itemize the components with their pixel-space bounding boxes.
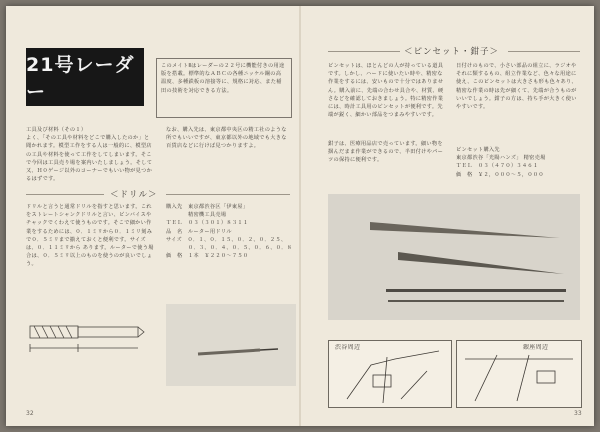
tweezers-image [328,194,580,320]
drill-purchase-info: 購入先 東京都渋谷区「伊東屋」 精密機工具売場 ＴＥＬ ０３（３０１）８３１１ 品 名 ルーター用ドリル サイズ ０．１、０．１５、０．２、０．２５、 ０．３、０．４、０．５、０．６、０．８ 価 格 １本 ￥２２０〜７５０ [166,204,293,260]
shibuya-map [328,340,452,408]
tweezers-text-3: 日付けのもので、小さい部品の組立に、ラジオやそれに類するもの、組立作業など、色々な用途に使え、このピンセットは大きさも形も色々あり、精密な作業の時は先が細くて、先端が合うものがいいでしょう。鉗子の方は、持ち手が大きく使いやすいです。 [456,63,578,111]
drill-rule-right [166,194,290,195]
tweezers-photo [328,194,580,320]
section-drill-heading: ＜ドリル＞ [110,190,158,200]
tweezers-text-1: ピンセットは、ほとんどの人が持っている道具です。しかし、ハードに使いたい時や、精密な作業をするには、安いもので十分ではありません。購入前に、先端の合わせ具合や、材質、硬さなどを確認しておきましょう。特に精密作業には、時計工具用のピンセットが便利です。先端が鋭く、細かい部品をつまみやすいです。 [328,63,444,119]
article-1-text: 工具及び材料（その１） よく、「その工具や材料をどこで購入したのか」と聞かれます。模型工作をする人は一般的に、模型店の工具や材料を使って工作をしてしまいます。そこで今回は工具売り場を案内いたしましょう。そして又、Ｈ０ゲージ以外のコーナーでもいい物が見つかるはずです。 [26,127,153,183]
tweezers-rule-right [508,51,580,52]
drill-rule-left [26,194,104,195]
drill-photo [166,304,296,386]
tweezers-rule-left [328,51,400,52]
book-spread [6,6,594,426]
article-2-text: なお、購入先は、東京都中央区の精工社のような所でもいいですが、東京都以外の地域でも大きな百貨店などに行けば見つかりますよ。 [166,127,287,150]
drill-bit-image [166,304,296,386]
ginza-map-title: 銀座周辺 [523,344,549,351]
shibuya-map-title: 渋谷周辺 [335,344,361,351]
tweezers-purchase-info: ピンセット購入先 東京都渋谷「光陽ハンズ」 精密売場 ＴＥＬ ０３（４７０）３４６１ 価 格 ￥２，０００〜５，０００ [456,147,546,178]
page-title: 21号レーダー [26,48,144,106]
drill-text: ドリルと言うと通常ドリルを指すと思います。これをストレートシャンクドリルと言い、ピンバイスやチャックでくわえて使うものです。そこで細かい作業をするためには、０．１ミリから０．１ミリ刻みで０．５ミリまで揃えておくと便利です。サイズは、０．１１ミリから あります。ルーターで使う場合は、０．５ミリ以上のものを使うのが良いでしょう。 [26,204,154,268]
drill-diagram [24,308,152,368]
tweezers-text-2: 鉗子は、医療用品店で売っています。細い物を掴んだまま作業ができるので、半田付けやパーツの保持に便利です。 [328,141,444,164]
section-tweezers-heading: ＜ピンセット・鉗子＞ [404,47,500,57]
book-gutter [299,6,301,426]
left-page-number: 32 [26,410,34,417]
right-page-number: 33 [574,410,582,417]
intro-box-text: このメイトⅡはレーダーの２２号に機能付きの用途版を搭載。標準的なＡＢＣの各種ニッケル鋼の高温度、多種鉄板の溶接等に、規格に対応、また稲田の技術を対応できる方法。 [161,63,285,94]
ginza-map [456,340,582,408]
